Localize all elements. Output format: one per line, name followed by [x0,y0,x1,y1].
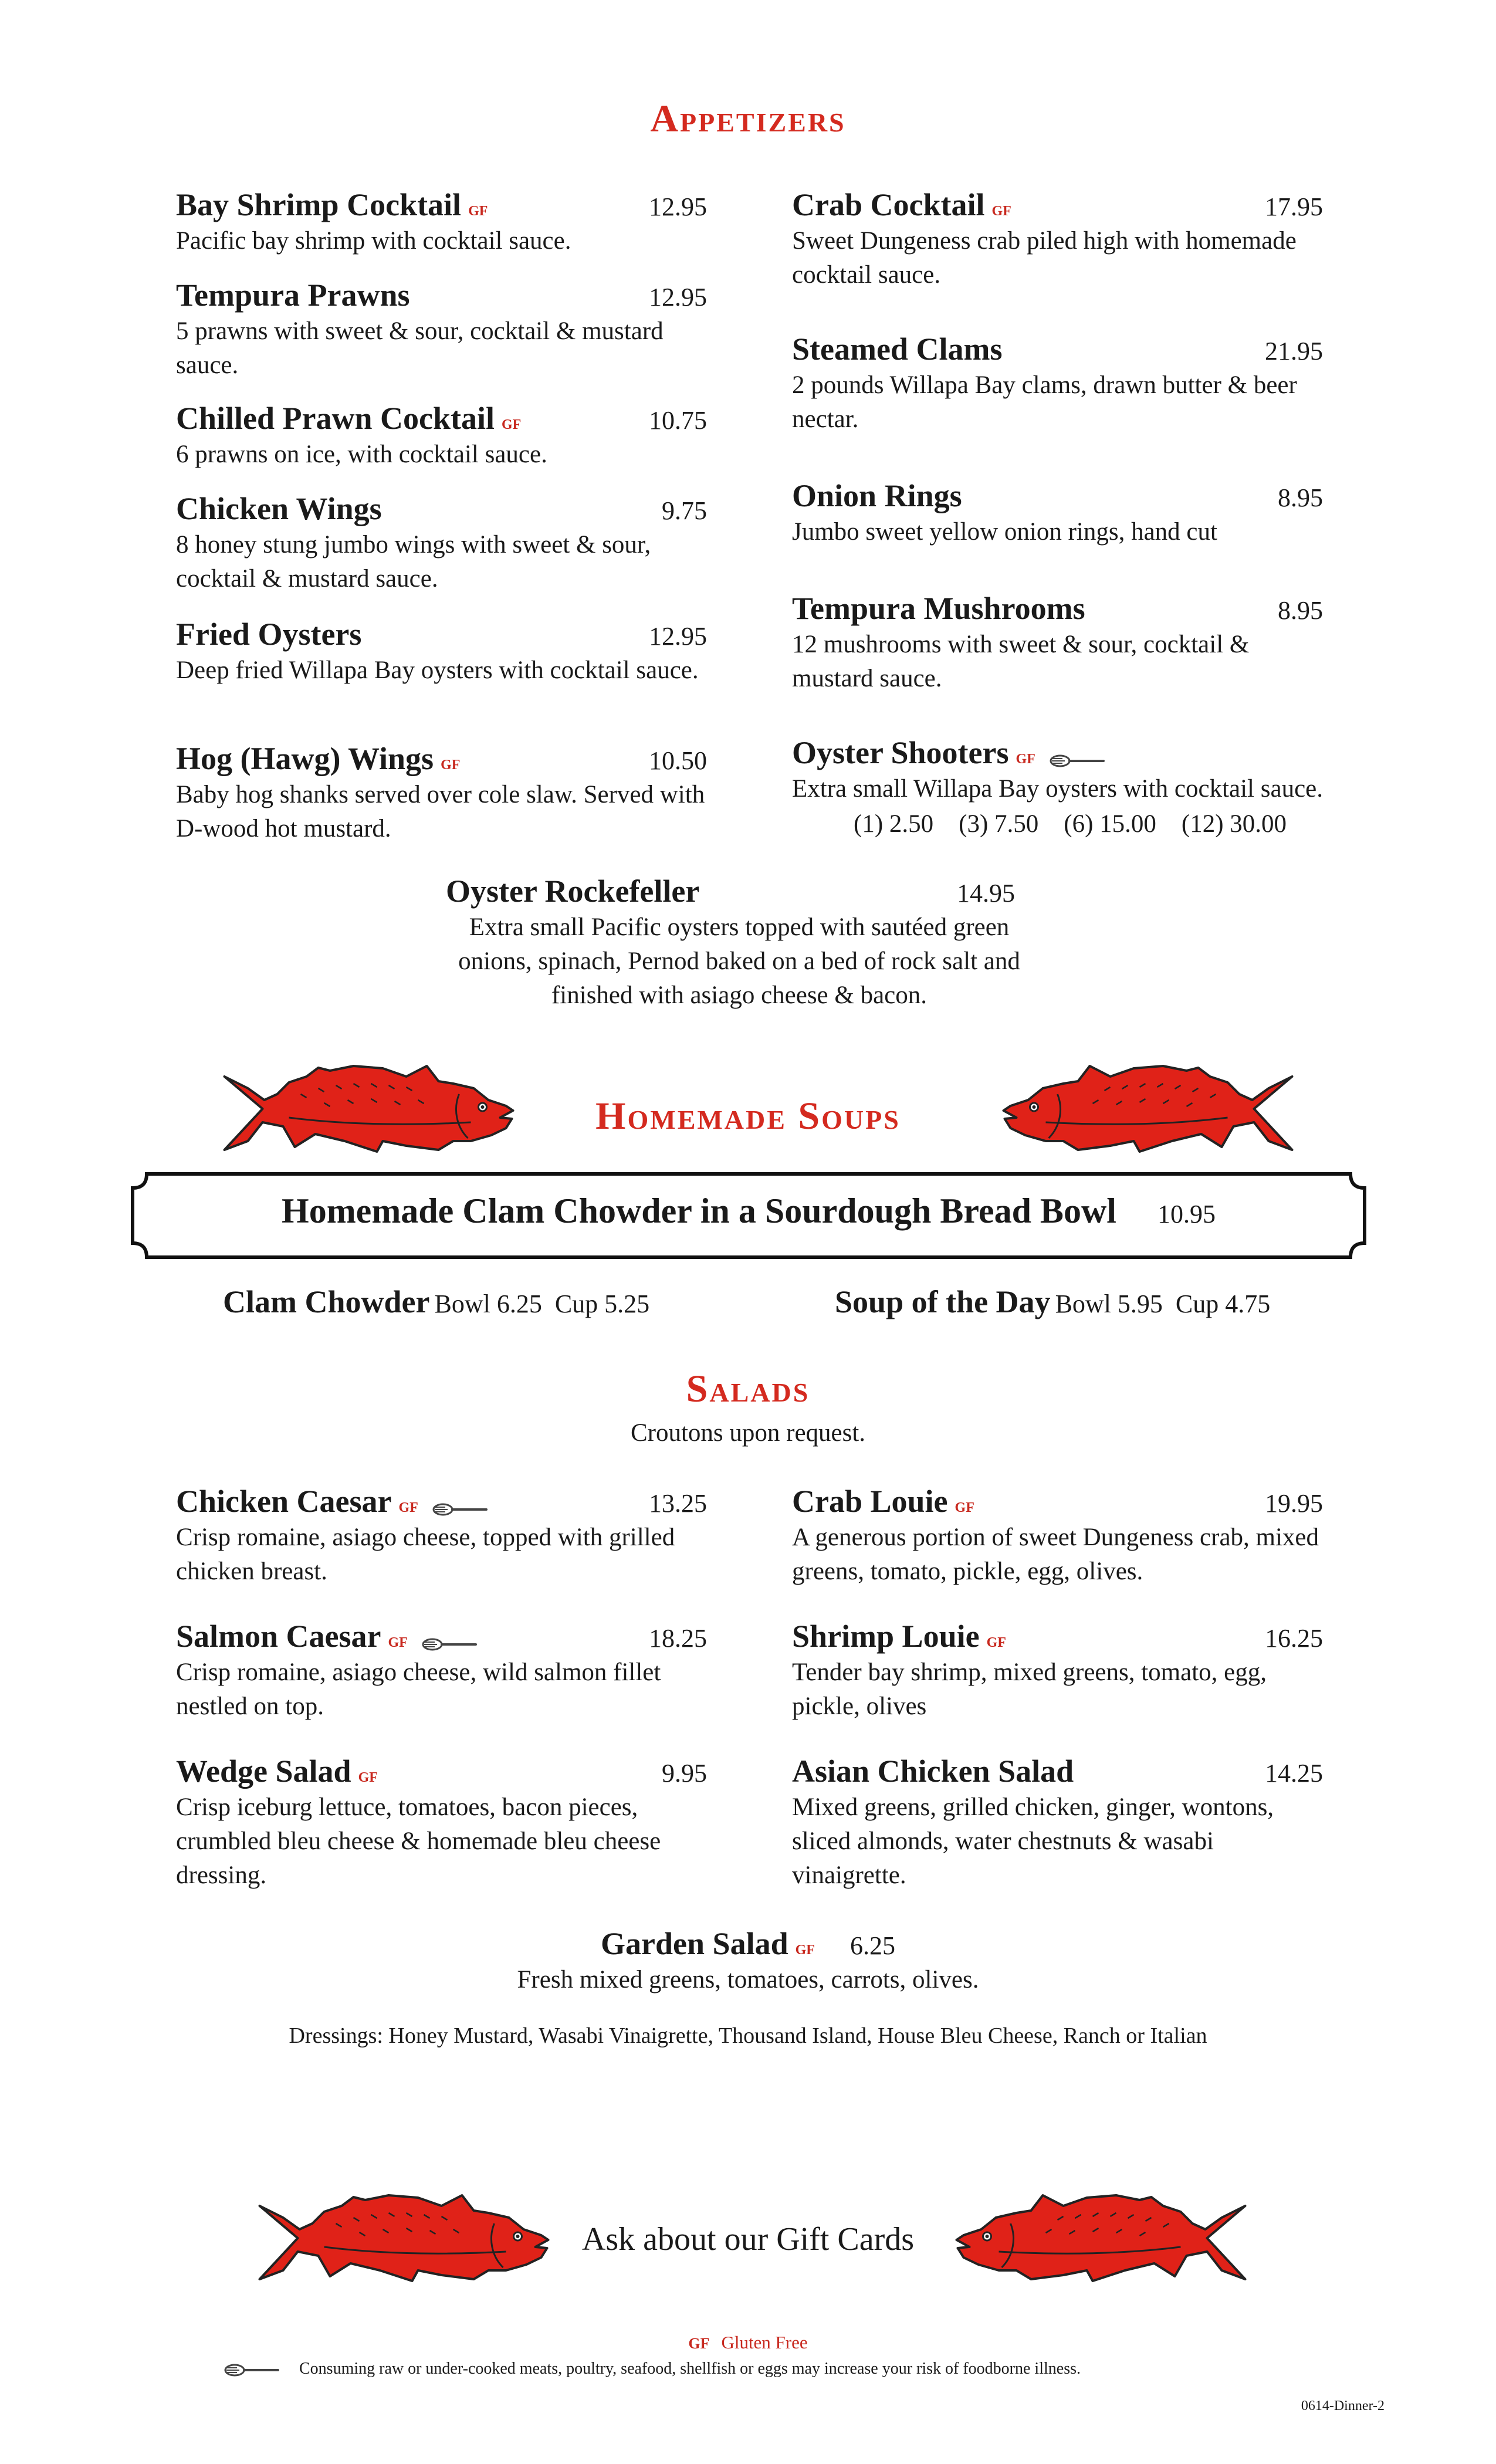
item-name: Fried Oysters [176,617,362,652]
item-description: Fresh mixed greens, tomatoes, carrots, olives. [517,1966,979,1993]
soup-of-day-row [830,1273,1270,1320]
salads-heading: Salads [686,1368,810,1410]
item-description: 8 honey stung jumbo wings with sweet & sour, cocktail & mustard sauce. [176,531,651,593]
item-price: 21.95 [1265,337,1323,365]
gf-badge: GF [688,2335,710,2352]
fork-icon [1048,754,1107,768]
item-description: Jumbo sweet yellow onion rings, hand cut [792,518,1217,546]
gf-badge: GF [441,757,461,773]
menu-item [176,490,707,596]
item-description: Sweet Dungeness crab piled high with homemade cocktail sauce. [792,227,1297,289]
item-name: Oyster Rockefeller [446,874,700,909]
item-name: Chicken Wings [176,491,382,526]
salads-note: Croutons upon request. [630,1419,866,1447]
item-price: 8.95 [1278,596,1323,625]
item-price: 16.25 [1265,1624,1323,1653]
item-description: Crisp iceburg lettuce, tomatoes, bacon pieces, crumbled bleu cheese & homemade bleu cheese dressing. [176,1793,661,1889]
gf-badge: GF [398,1500,418,1515]
soup-sizes: Bowl 6.25 Cup 5.25 [434,1289,650,1318]
item-description: Pacific bay shrimp with cocktail sauce. [176,227,571,255]
gift-cards-note: Ask about our Gift Cards [581,2221,915,2257]
item-name: Tempura Prawns [176,277,410,313]
item-name: Salmon Caesar [176,1619,381,1654]
gf-badge: GF [991,204,1011,219]
fork-icon [431,1502,490,1517]
item-description: Extra small Willapa Bay oysters with cocktail sauce. [792,775,1323,803]
item-price: 10.50 [649,746,707,775]
garden-salad-item [0,1925,1496,1997]
gf-badge: GF [388,1635,408,1650]
menu-item [176,740,707,846]
item-price: 9.95 [662,1759,707,1788]
item-name: Bay Shrimp Cocktail [176,187,462,222]
clam-chowder-row [218,1273,649,1320]
item-name: Oyster Shooters [792,735,1009,770]
item-name: Garden Salad [601,1926,788,1961]
dressings-list: Dressings: Honey Mustard, Wasabi Vinaigrette, Thousand Island, House Bleu Cheese, Ranch or Italian [289,2023,1207,2048]
item-description: A generous portion of sweet Dungeness crab, mixed greens, tomato, pickle, egg, olives. [792,1524,1319,1585]
gf-badge: GF [986,1635,1006,1650]
item-description: Mixed greens, grilled chicken, ginger, wontons, sliced almonds, water chestnuts & wasabi vinaigrette. [792,1793,1274,1889]
gf-legend-text: Gluten Free [721,2332,808,2353]
item-description: Deep fried Willapa Bay oysters with cocktail sauce. [176,656,699,684]
item-name: Wedge Salad [176,1754,351,1789]
item-name: Shrimp Louie [792,1619,980,1654]
item-description: 6 prawns on ice, with cocktail sauce. [176,441,547,468]
item-price: 14.95 [957,879,1015,908]
soup-sizes: Bowl 5.95 Cup 4.75 [1055,1289,1271,1318]
menu-item [792,187,1323,292]
item-name: Clam Chowder [223,1284,430,1319]
gf-badge: GF [358,1770,378,1785]
menu-item [176,277,707,383]
item-description: Extra small Pacific oysters topped with sautéed green onions, spinach, Pernod baked on a bed of rock salt and finished with asiago cheese & bacon. [458,913,1020,1009]
item-name: Hog (Hawg) Wings [176,741,434,776]
oyster-shooters-item [792,735,1367,841]
item-name: Onion Rings [792,478,962,513]
item-name: Steamed Clams [792,331,1003,367]
menu-item [792,331,1323,436]
menu-item [792,590,1323,696]
item-description: 2 pounds Willapa Bay clams, drawn butter & beer nectar. [792,371,1297,433]
item-price: 12.95 [649,622,707,651]
item-price: 8.95 [1278,483,1323,512]
item-description: Tender bay shrimp, mixed greens, tomato, egg, pickle, olives [792,1659,1267,1720]
item-name: Chilled Prawn Cocktail [176,401,495,436]
gf-badge: GF [795,1942,815,1958]
item-name: Chicken Caesar [176,1484,392,1519]
menu-item [792,1483,1323,1589]
item-price: 18.25 [649,1624,707,1653]
item-price: 10.75 [649,406,707,435]
menu-item [176,1483,707,1589]
menu-item [176,616,707,688]
menu-item [176,400,707,472]
item-description: 5 prawns with sweet & sour, cocktail & mustard sauce. [176,317,664,379]
warning-text: Consuming raw or under-cooked meats, poultry, seafood, shellfish or eggs may increase your risk of foodborne illness. [299,2360,1081,2378]
menu-item [792,1618,1323,1724]
menu-item [176,1753,707,1893]
gf-badge: GF [468,204,488,219]
fork-icon [223,2363,282,2377]
item-price: 13.25 [649,1489,707,1518]
feature-price: 10.95 [1157,1200,1216,1228]
item-description: Crisp romaine, asiago cheese, topped with grilled chicken breast. [176,1524,675,1585]
soups-heading: Homemade Soups [595,1095,901,1138]
shooter-prices: (1) 2.50 (3) 7.50 (6) 15.00 (12) 30.00 [854,810,1287,838]
menu-item [176,1618,707,1724]
item-description: Crisp romaine, asiago cheese, wild salmon fillet nestled on top. [176,1659,661,1720]
item-price: 12.95 [649,192,707,221]
menu-item [792,1753,1323,1893]
item-price: 19.95 [1265,1489,1323,1518]
feature-name: Homemade Clam Chowder in a Sourdough Bread Bowl [282,1192,1116,1230]
oyster-rockefeller-item [446,873,1056,1013]
gf-badge: GF [502,417,522,432]
fork-icon [421,1637,479,1651]
item-name: Soup of the Day [835,1284,1051,1319]
item-description: Baby hog shanks served over cole slaw. Served with D-wood hot mustard. [176,781,705,842]
menu-item [792,478,1323,549]
gf-legend [0,2332,1496,2353]
chowder-feature [129,1191,1368,1231]
menu-item [176,187,707,258]
item-description: 12 mushrooms with sweet & sour, cocktail & mustard sauce. [792,631,1250,692]
item-price: 6.25 [849,1931,895,1960]
item-name: Tempura Mushrooms [792,591,1085,626]
appetizers-heading: Appetizers [650,97,846,140]
gf-badge: GF [955,1500,974,1515]
item-name: Crab Cocktail [792,187,985,222]
item-price: 14.25 [1265,1759,1323,1788]
raw-warning [223,2360,1279,2378]
item-name: Crab Louie [792,1484,948,1519]
menu-code: 0614-Dinner-2 [1301,2398,1385,2414]
item-price: 12.95 [649,283,707,312]
item-price: 17.95 [1265,192,1323,221]
gf-badge: GF [1016,752,1035,767]
item-price: 9.75 [662,496,707,525]
item-name: Asian Chicken Salad [792,1754,1074,1789]
